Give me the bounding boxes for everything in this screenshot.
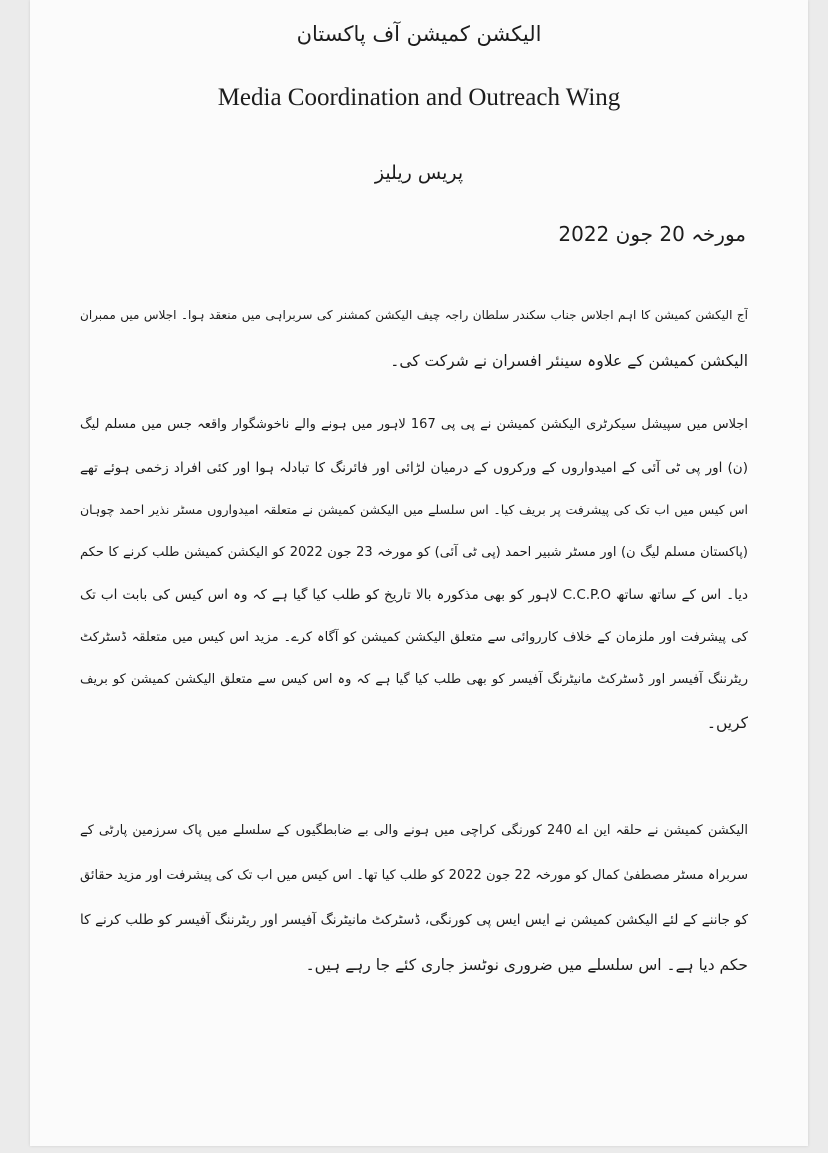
paragraph-pp167-case — [80, 404, 748, 744]
paragraph-line: آج الیکشن کمیشن کا اہم اجلاس جناب سکندر سلطان راجہ چیف الیکشن کمشنر کی سربراہی میں منعقد ہوا۔ اجلاس میں ممبران — [80, 308, 748, 322]
paragraph-line: کی پیشرفت اور ملزمان کے خلاف کارروائی سے متعلق الیکشن کمیشن کو آگاہ کرے۔ مزید اس کیس میں متعلقہ ڈسٹرکٹ — [80, 629, 748, 645]
paragraph-line: حکم دیا ہے۔ اس سلسلے میں ضروری نوٹسز جاری کئے جا رہے ہیں۔ — [305, 956, 748, 974]
paragraph-line: ریٹرننگ آفیسر اور ڈسٹرکٹ مانیٹرنگ آفیسر کو بھی طلب کیا گیا ہے کہ وہ اس کیس سے متعلق الیکشن کمیشن کو بریف — [80, 672, 748, 687]
paragraph-line: (ن) اور پی ٹی آئی کے امیدواروں کے ورکروں کے درمیان لڑائی اور فائرنگ کا تبادلہ ہوا اور کئی افراد زخمی ہوئے تھے — [80, 459, 748, 476]
release-date: مورخہ 20 جون 2022 — [558, 222, 746, 246]
paragraph-line: اجلاس میں سپیشل سیکرٹری الیکشن کمیشن نے پی پی 167 لاہور میں ہونے والے ناخوشگوار واقعہ جس میں مسلم لیگ — [80, 417, 748, 432]
paragraph-line: الیکشن کمیشن کے علاوہ سینئر افسران نے شرکت کی۔ — [390, 352, 748, 370]
paragraph-line: کریں۔ — [706, 713, 748, 732]
paragraph-line: کو جاننے کے لئے الیکشن کمیشن نے ایس ایس پی کورنگی، ڈسٹرکٹ مانیٹرنگ آفیسر اور ریٹرننگ آفیسر کو طلب کرنے کا — [80, 912, 748, 928]
paragraph-line: اس کیس میں اب تک کی پیشرفت پر بریف کیا۔ اس سلسلے میں الیکشن کمیشن نے متعلقہ امیدواروں مسٹر نذیر احمد چوہان — [80, 502, 748, 517]
paragraph-line: (پاکستان مسلم لیگ ن) اور مسٹر شبیر احمد (پی ٹی آئی) کو مورخہ 23 جون 2022 کو الیکشن کمیشن طلب کرنے کا حکم — [80, 544, 748, 560]
paragraph-line: الیکشن کمیشن نے حلقہ این اے 240 کورنگی کراچی میں ہونے والی بے ضابطگیوں کے سلسلے میں پاک سرزمین پارٹی کے — [80, 823, 748, 838]
organization-title: الیکشن کمیشن آف پاکستان — [296, 22, 542, 46]
press-release-heading: پریس ریلیز — [374, 162, 464, 184]
document-page — [30, 0, 808, 1146]
paragraph-line: دیا۔ اس کے ساتھ ساتھ C.C.P.O لاہور کو بھی مذکورہ بالا تاریخ کو طلب کیا گیا ہے کہ وہ اس کیس کی بابت اب تک — [80, 587, 748, 603]
paragraph-meeting — [80, 292, 748, 384]
paragraph-line: سربراہ مسٹر مصطفیٰ کمال کو مورخہ 22 جون 2022 کو طلب کیا تھا۔ اس کیس میں اب تک کی پیشرفت اور مزید حقائق — [80, 868, 748, 883]
wing-title: Media Coordination and Outreach Wing — [217, 84, 621, 111]
paragraph-na240-case — [80, 808, 748, 988]
